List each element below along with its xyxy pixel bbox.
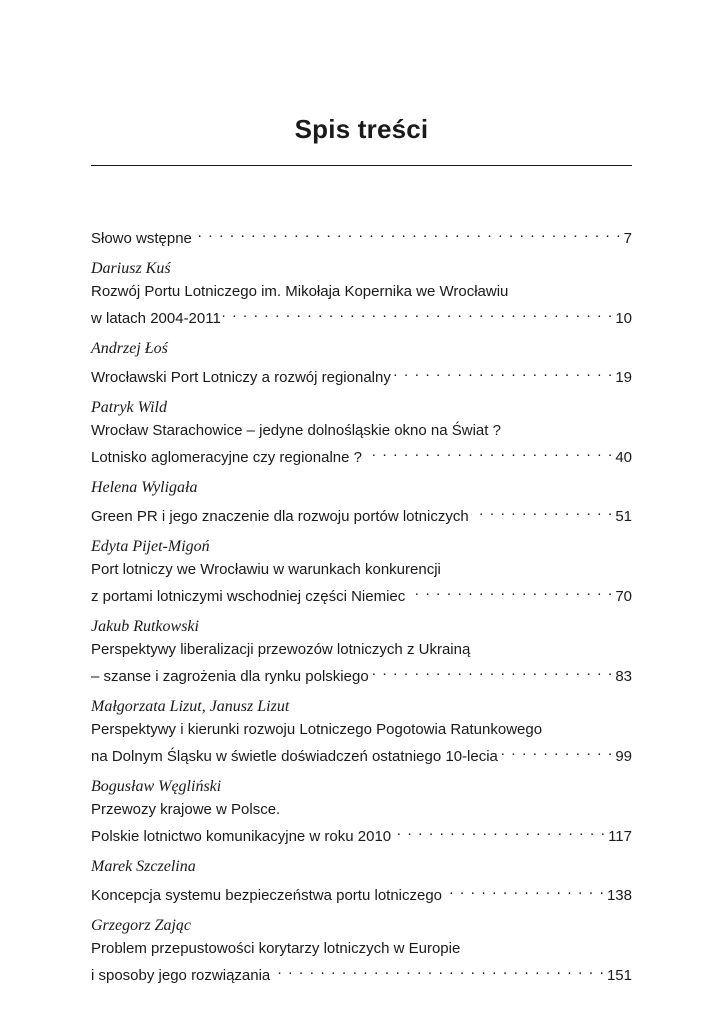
toc-entry-author: Bogusław Węgliński (91, 778, 222, 795)
toc-entry-title-row (91, 441, 632, 468)
toc-entry-title-row (91, 959, 632, 986)
dot-leader (407, 580, 613, 601)
toc-entry-title-line: w latach 2004-2011 (91, 310, 221, 327)
toc-entry-title-line: Koncepcja systemu bezpieczeństwa portu lotniczego (91, 887, 443, 904)
toc-entry-page-number: 151 (606, 967, 632, 984)
toc-entry-title-line: Słowo wstępne (91, 230, 192, 247)
toc-entry-title-line: Port lotniczy we Wrocławiu w warunkach konkurencji (91, 561, 441, 578)
toc-entry-author: Helena Wyligała (91, 479, 198, 496)
toc-entry-title-row (91, 879, 632, 906)
toc-entry-author: Grzegorz Zając (91, 917, 192, 934)
toc-entry-title-line: na Dolnym Śląsku w świetle doświadczeń ostatniego 10-lecia (91, 748, 498, 765)
dot-leader (371, 660, 614, 681)
toc-entry-page-number: 51 (615, 508, 632, 525)
toc-entry-title-row (91, 740, 632, 767)
dot-leader (393, 361, 613, 382)
toc-entry-author: Andrzej Łoś (91, 340, 168, 357)
toc-entry (91, 536, 632, 607)
toc-entry (91, 616, 632, 687)
toc-entry-title-row (91, 660, 632, 687)
toc-entry-page-number: 138 (606, 887, 632, 904)
toc-entry (91, 696, 632, 767)
toc-entry (91, 222, 632, 249)
dot-leader (471, 500, 614, 521)
dot-leader (272, 959, 605, 980)
toc-entry-page-number: 99 (615, 748, 632, 765)
toc-entry (91, 776, 632, 847)
dot-leader (194, 222, 622, 243)
toc-entry-title-line: i sposoby jego rozwiązania (91, 967, 271, 984)
toc-entry-title-line: – szanse i zagrożenia dla rynku polskiego (91, 668, 369, 685)
toc-entry-title-row (91, 222, 632, 249)
toc-entry-title-line: Polskie lotnictwo komunikacyjne w roku 2010 (91, 828, 392, 845)
toc-entry-author: Marek Szczelina (91, 858, 196, 875)
toc-entry-title-line: Przewozy krajowe w Polsce. (91, 801, 281, 818)
toc-entry-title-row (91, 361, 632, 388)
dot-leader (364, 441, 613, 462)
toc-entry-title-row (91, 500, 632, 527)
toc-entry (91, 338, 632, 388)
toc-entry (91, 397, 632, 468)
toc-entry-title-row (91, 580, 632, 607)
toc-entry-page-number: 10 (615, 310, 632, 327)
toc-entry-author: Dariusz Kuś (91, 260, 171, 277)
toc-entry-page-number: 40 (615, 449, 632, 466)
toc-entry-title-line: Wrocław Starachowice – jedyne dolnośląskie okno na Świat ? (91, 422, 501, 439)
dot-leader (223, 302, 613, 323)
dot-leader (393, 820, 606, 841)
toc-entry-title-line: Perspektywy liberalizacji przewozów lotniczych z Ukrainą (91, 641, 471, 658)
title-divider (91, 165, 632, 166)
toc-entry-page-number: 117 (608, 828, 632, 845)
toc-entry-page-number: 70 (615, 588, 632, 605)
table-of-contents (91, 222, 632, 995)
toc-entry-title-row (91, 302, 632, 329)
toc-entry-author: Edyta Pijet-Migoń (91, 538, 210, 555)
toc-entry-title-line: z portami lotniczymi wschodniej części Niemiec (91, 588, 406, 605)
toc-entry-title-line: Rozwój Portu Lotniczego im. Mikołaja Kopernika we Wrocławiu (91, 283, 509, 300)
toc-entry-page-number: 83 (615, 668, 632, 685)
toc-entry (91, 258, 632, 329)
toc-entry-author: Jakub Rutkowski (91, 618, 199, 635)
toc-entry-page-number: 19 (615, 369, 632, 386)
toc-entry-page-number: 7 (623, 230, 632, 247)
dot-leader (500, 740, 613, 761)
toc-entry-title-line: Wrocławski Port Lotniczy a rozwój regionalny (91, 369, 391, 386)
toc-entry (91, 856, 632, 906)
toc-entry-title-row (91, 820, 632, 847)
toc-entry-title-line: Green PR i jego znaczenie dla rozwoju portów lotniczych (91, 508, 469, 525)
page-title: Spis treści (294, 114, 429, 144)
toc-entry (91, 477, 632, 527)
toc-entry-title-line: Lotnisko aglomeracyjne czy regionalne ? (91, 449, 362, 466)
toc-entry-author: Patryk Wild (91, 399, 167, 416)
toc-entry-author: Małgorzata Lizut, Janusz Lizut (91, 698, 290, 715)
toc-entry-title-line: Perspektywy i kierunki rozwoju Lotniczego Pogotowia Ratunkowego (91, 721, 543, 738)
dot-leader (444, 879, 605, 900)
toc-entry-title-line: Problem przepustowości korytarzy lotniczych w Europie (91, 940, 461, 957)
toc-entry (91, 915, 632, 986)
